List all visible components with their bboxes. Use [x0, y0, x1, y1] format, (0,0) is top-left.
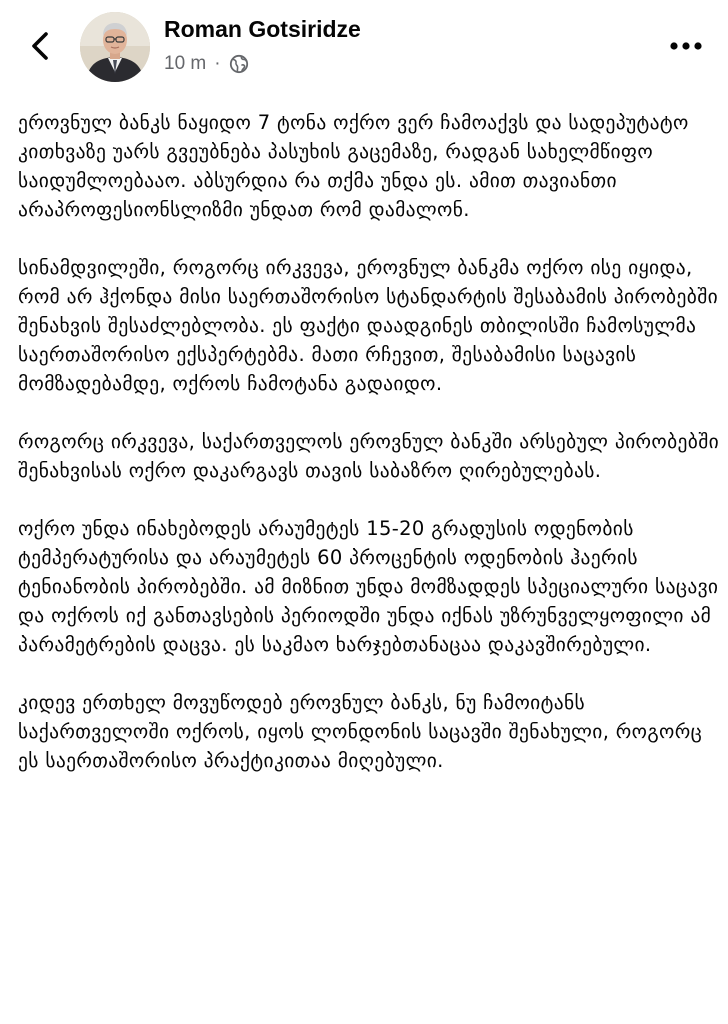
avatar-image	[80, 12, 150, 82]
chevron-left-icon	[29, 31, 51, 61]
back-button[interactable]	[22, 26, 58, 66]
globe-icon[interactable]	[229, 54, 249, 74]
post-paragraph-2: სინამდვილეში, როგორც ირკვევა, ეროვნულ ბანკმა ოქრო ისე იყიდა, რომ არ ჰქონდა მისი საერთაშორისო სტანდარტის შესაბამის პირობებში შენახვის შესაძლებლობა. ეს ფაქტი დაადგინეს თბილისში ჩამოსულმა საერთაშორისო ექსპერტებმა. მათი რჩევით, შესაბამისი საცავის მომზადებამდე, ოქროს ჩამოტანა გადაიდო.	[18, 256, 719, 395]
post-time[interactable]: 10 m	[164, 53, 207, 74]
post-paragraph-3: როგორც ირკვევა, საქართველოს ეროვნულ ბანკში არსებულ პირობებში შენახვისას ოქრო დაკარგავს თავის საბაზრო ღირებულებას.	[18, 430, 720, 482]
meta-separator: ·	[214, 53, 221, 74]
more-options-button[interactable]	[664, 30, 708, 62]
post-paragraph-4: ოქრო უნდა ინახებოდეს არაუმეტეს 15-20 გრადუსის ოდენობის ტემპერატურისა და არაუმეტეს 60 პროცენტის ოდენობის ჰაერის ტენიანობის პირობებში. ამ მიზნით უნდა მომზადდეს სპეციალური საცავი და ოქროს იქ განთავსების პერიოდში უნდა იქნას უზრუნველყოფილი ამ პარამეტრების დაცვა. ეს საკმაო ხარჯებთანაცაა დაკავშირებული.	[18, 517, 719, 656]
avatar[interactable]	[80, 12, 150, 82]
post-meta	[164, 52, 249, 76]
author-name[interactable]: Roman Gotsiridze	[164, 16, 361, 42]
post-body	[18, 108, 720, 804]
post-paragraph-5: კიდევ ერთხელ მოვუწოდებ ეროვნულ ბანკს, ნუ ჩამოიტანს საქართველოში ოქროს, იყოს ლონდონის საცავში შენახული, როგორც ეს საერთაშორისო პრაქტიკითაა მიღებული.	[18, 691, 703, 772]
post-paragraph-1: ეროვნულ ბანკს ნაყიდო 7 ტონა ოქრო ვერ ჩამოაქვს და სადეპუტატო კითხვაზე უარს გვეუბნება პასუხის გაცემაზე, რადგან სახელმწიფო საიდუმლოებააო. აბსურდია რა თქმა უნდა ეს. ამით თავიანთი არაპროფესიონსლიზმი უნდათ რომ დამალონ.	[18, 111, 689, 221]
post-header	[0, 0, 728, 92]
more-horizontal-icon	[669, 41, 703, 51]
